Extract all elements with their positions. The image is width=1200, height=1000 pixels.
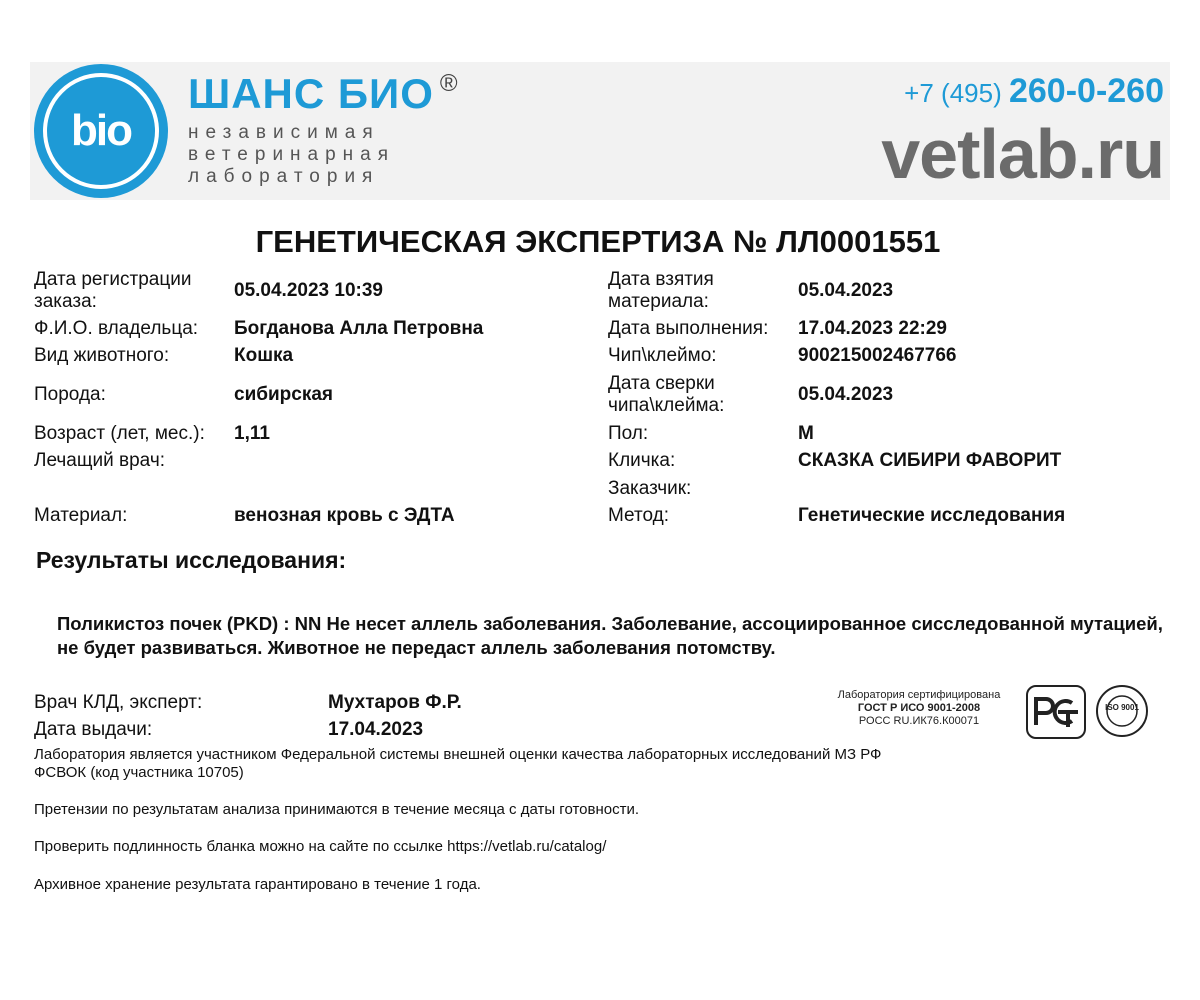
iso-seal-svg [1098, 687, 1146, 735]
footer-line-2: ФСВОК (код участника 10705) [34, 764, 244, 781]
species-value: Кошка [234, 345, 294, 366]
pet-name-label: Кличка: [608, 450, 676, 471]
brand-name [188, 70, 459, 118]
logo-text: bio [71, 106, 131, 155]
issue-date-value: 17.04.2023 [328, 719, 424, 740]
species-label: Вид животного: [34, 345, 170, 366]
verify-notice: Проверить подлинность бланка можно на сайте по ссылке https://vetlab.ru/catalog/ [34, 838, 607, 855]
material-label: Материал: [34, 505, 128, 526]
cert-line-3: РОСС RU.ИК76.К00071 [858, 715, 980, 727]
rst-mark-icon [1026, 685, 1086, 739]
issue-date-label: Дата выдачи: [34, 719, 153, 740]
brand-text: ШАНС БИО [188, 70, 434, 117]
breed-value: сибирская [234, 384, 333, 405]
cert-line-2: ГОСТ Р ИСО 9001-2008 [857, 702, 981, 714]
claims-notice: Претензии по результатам анализа принимаются в течение месяца с даты готовности. [34, 801, 640, 818]
age-label: Возраст (лет, мес.): [34, 423, 205, 444]
document-title: ГЕНЕТИЧЕСКАЯ ЭКСПЕРТИЗА № ЛЛ0001551 [255, 224, 941, 259]
reg-date-label: Дата регистрации заказа: [34, 269, 192, 312]
done-date-label: Дата выполнения: [608, 318, 769, 339]
phone-number: 260-0-260 [1008, 72, 1164, 110]
archive-notice: Архивное хранение результата гарантировано в течение 1 года. [34, 876, 481, 893]
footer-line-1: Лаборатория является участником Федеральной системы внешней оценки качества лабораторных исследований МЗ РФ [34, 746, 882, 763]
method-value: Генетические исследования [798, 505, 1066, 526]
sex-label: Пол: [608, 423, 649, 444]
age-value: 1,11 [234, 423, 270, 444]
phone [904, 72, 1164, 111]
iso-seal-icon [1096, 685, 1148, 737]
chip-label: Чип\клеймо: [608, 345, 717, 366]
tagline-line-3: лаборатория [188, 166, 380, 187]
letterhead [30, 62, 1170, 200]
cert-line-1: Лаборатория сертифицирована [837, 689, 1001, 701]
customer-label: Заказчик: [608, 478, 692, 499]
certification-text [824, 689, 1014, 728]
tagline [188, 122, 395, 188]
chip-value: 900215002467766 [798, 345, 957, 366]
results-text: Поликистоз почек (PKD) : NN Не несет аллель заболевания. Заболевание, ассоциированное сисследованной мутацией, не будет развиваться. Животное не передаст аллель заболевания потомству. [57, 613, 1163, 658]
registered-mark: ® [439, 70, 459, 97]
sample-date-label: Дата взятия материала: [608, 269, 714, 312]
iso-seal-label: ISO 9001 [1105, 703, 1139, 712]
sample-date-value: 05.04.2023 [798, 280, 894, 301]
rst-mark-svg [1028, 687, 1084, 737]
pet-name-value: СКАЗКА СИБИРИ ФАВОРИТ [798, 450, 1062, 471]
method-label: Метод: [608, 505, 669, 526]
chip-check-value: 05.04.2023 [798, 384, 894, 405]
phone-prefix: +7 (495) [904, 78, 1002, 108]
chip-check-label: Дата сверки чипа\клейма: [608, 373, 725, 416]
bio-logo [34, 64, 168, 198]
sex-value: М [798, 423, 814, 444]
tagline-line-2: ветеринарная [188, 144, 396, 165]
tagline-line-1: независимая [188, 122, 380, 143]
expert-label: Врач КЛД, эксперт: [34, 692, 203, 713]
done-date-value: 17.04.2023 22:29 [798, 318, 947, 339]
doctor-label: Лечащий врач: [34, 450, 165, 471]
results-heading: Результаты исследования: [36, 547, 347, 573]
website: vetlab.ru [881, 115, 1164, 193]
reg-date-value: 05.04.2023 10:39 [234, 280, 383, 301]
expert-value: Мухтаров Ф.Р. [328, 692, 462, 713]
material-value: венозная кровь с ЭДТА [234, 505, 455, 526]
owner-value: Богданова Алла Петровна [234, 318, 484, 339]
breed-label: Порода: [34, 384, 106, 405]
owner-label: Ф.И.О. владельца: [34, 318, 199, 339]
